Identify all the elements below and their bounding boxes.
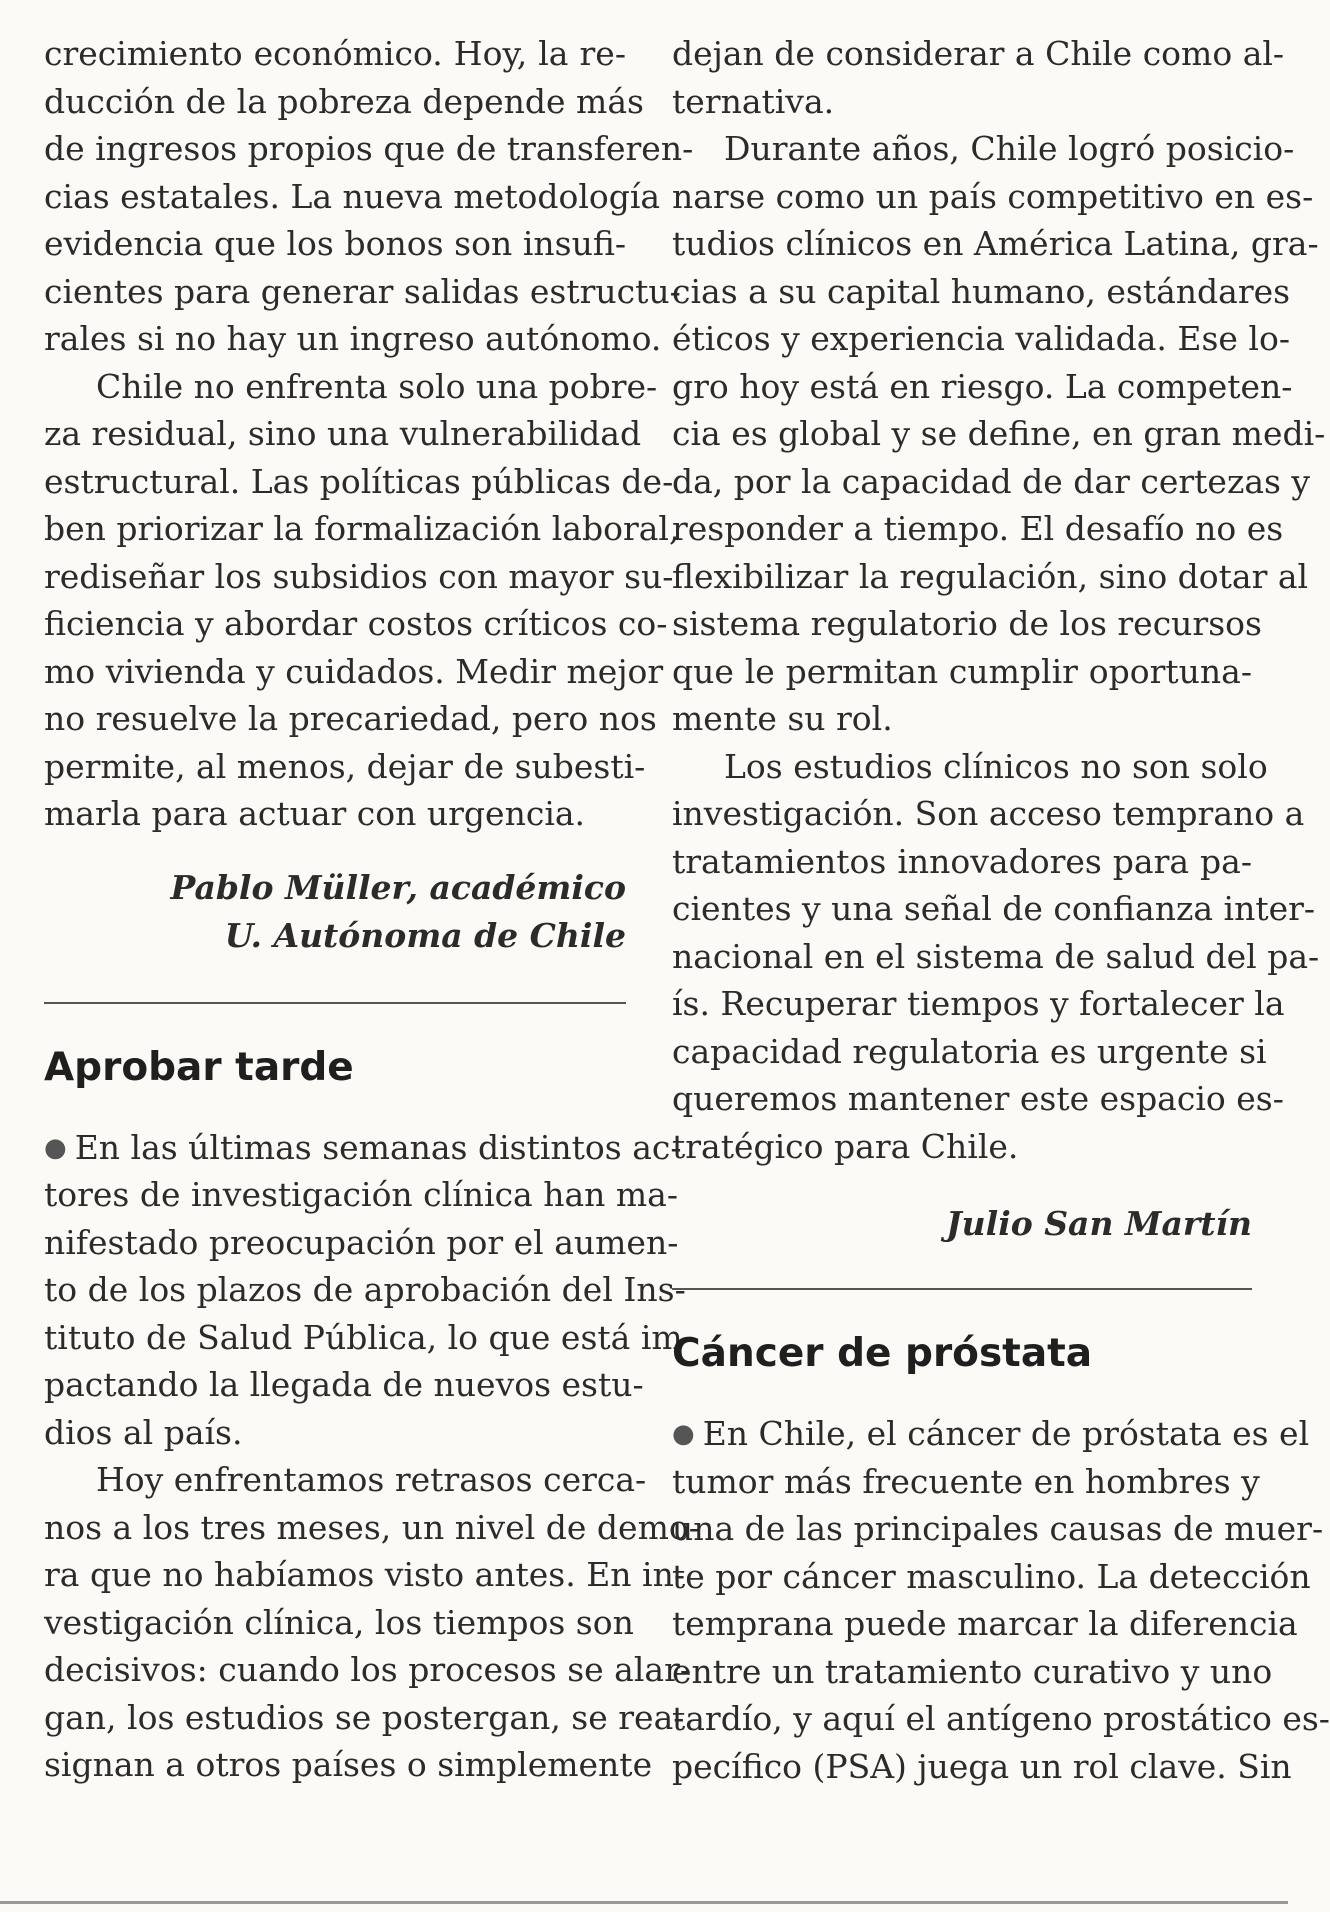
text-line: ficiencia y abordar costos críticos co-	[44, 604, 668, 643]
author-signature: Pablo Müller, académico	[170, 867, 626, 907]
text-line: cia es global y se define, en gran medi-	[672, 414, 1326, 453]
text-line: tratamientos innovadores para pa-	[672, 841, 1252, 881]
text-line: entre un tratamiento curativo y uno	[672, 1651, 1273, 1691]
text-line: una de las principales causas de muer-	[672, 1509, 1324, 1548]
text-line: ternativa.	[672, 81, 835, 121]
text-line: to de los plazos de aprobación del Ins-	[44, 1270, 686, 1309]
text-line: gro hoy está en riesgo. La competen-	[672, 366, 1293, 406]
left-column	[44, 30, 700, 1789]
text-line: pecífico (PSA) juega un rol clave. Sin	[672, 1746, 1292, 1786]
article-heading: Aprobar tarde	[44, 1044, 354, 1090]
left-paragraph-4	[44, 1456, 700, 1789]
text-line: nacional en el sistema de salud del pa-	[672, 936, 1320, 976]
text-line: dios al país.	[44, 1412, 243, 1452]
text-line: ís. Recuperar tiempos y fortalecer la	[672, 984, 1285, 1023]
text-line: te por cáncer masculino. La detección	[672, 1556, 1311, 1596]
left-paragraph-1	[44, 30, 694, 363]
left-paragraph-3	[44, 1124, 694, 1457]
text-line: za residual, sino una vulnerabilidad	[44, 414, 642, 453]
text-line: tudios clínicos en América Latina, gra-	[672, 224, 1319, 263]
bullet-icon: ●	[44, 1132, 67, 1163]
text-line: cientes y una señal de confianza inter-	[672, 889, 1316, 928]
right-paragraph-3	[672, 743, 1320, 1171]
text-line: queremos mantener este espacio es-	[672, 1079, 1284, 1118]
text-line: vestigación clínica, los tiempos son	[44, 1602, 634, 1642]
right-column	[672, 30, 1330, 1790]
left-paragraph-2	[44, 363, 680, 838]
text-line: tratégico para Chile.	[672, 1126, 1019, 1166]
text-line: ben priorizar la formalización laboral,	[44, 509, 680, 548]
text-line: ● En las últimas semanas distintos ac-	[44, 1127, 682, 1167]
right-paragraph-4	[672, 1410, 1330, 1790]
text-line: temprana puede marcar la diferencia	[672, 1604, 1298, 1643]
text-line: ducción de la pobreza depende más	[44, 81, 644, 121]
text-line: da, por la capacidad de dar certezas y	[672, 461, 1311, 501]
text-line: permite, al menos, dejar de subesti-	[44, 746, 646, 786]
text-line: investigación. Son acceso temprano a	[672, 794, 1305, 833]
text-line: nifestado preocupación por el aumen-	[44, 1222, 679, 1262]
text-line: narse como un país competitivo en es-	[672, 176, 1314, 216]
text-line: rales si no hay un ingreso autónomo.	[44, 319, 662, 358]
text-line: signan a otros países o simplemente	[44, 1745, 653, 1784]
text-line: tumor más frecuente en hombres y	[672, 1461, 1260, 1501]
text-line: mo vivienda y cuidados. Medir mejor	[44, 651, 664, 691]
text-line: nos a los tres meses, un nivel de demo-	[44, 1507, 700, 1547]
text-line: cias a su capital humano, estándares	[672, 271, 1291, 311]
text-line: éticos y experiencia validada. Ese lo-	[672, 319, 1290, 358]
text-line: gan, los estudios se postergan, se rea-	[44, 1697, 685, 1737]
text-line: ra que no habíamos visto antes. En in-	[44, 1555, 685, 1594]
author-affiliation: U. Autónoma de Chile	[224, 915, 626, 955]
text-line: Chile no enfrenta solo una pobre-	[96, 366, 658, 406]
text-line: estructural. Las políticas públicas de-	[44, 461, 674, 501]
text-line: tituto de Salud Pública, lo que está im-	[44, 1317, 694, 1357]
text-line: crecimiento económico. Hoy, la re-	[44, 34, 626, 73]
text-line: cientes para generar salidas estructu-	[44, 271, 681, 311]
right-paragraph-1	[672, 30, 1285, 125]
page-bottom-rule	[0, 1901, 1288, 1904]
text-line: Los estudios clínicos no son solo	[724, 746, 1268, 786]
text-line: mente su rol.	[672, 699, 893, 738]
text-line: rediseñar los subsidios con mayor su-	[44, 556, 674, 596]
text-line: Hoy enfrentamos retrasos cerca-	[96, 1460, 647, 1499]
text-line: sistema regulatorio de los recursos	[672, 604, 1262, 643]
text-line: marla para actuar con urgencia.	[44, 794, 586, 833]
text-line: capacidad regulatoria es urgente si	[672, 1031, 1267, 1071]
text-line: no resuelve la precariedad, pero nos	[44, 699, 657, 738]
text-line: dejan de considerar a Chile como al-	[672, 34, 1285, 73]
text-line: decisivos: cuando los procesos se alar-	[44, 1650, 692, 1689]
text-line: de ingresos propios que de transferen-	[44, 129, 694, 168]
text-line: Durante años, Chile logró posicio-	[724, 129, 1295, 168]
text-line: evidencia que los bonos son insufi-	[44, 224, 626, 263]
text-line: cias estatales. La nueva metodología	[44, 176, 661, 216]
text-line: responder a tiempo. El desafío no es	[672, 509, 1284, 548]
text-line: pactando la llegada de nuevos estu-	[44, 1365, 644, 1404]
text-line: tardío, y aquí el antígeno prostático es-	[672, 1699, 1330, 1738]
right-paragraph-2	[672, 125, 1326, 743]
text-line: ● En Chile, el cáncer de próstata es el	[672, 1414, 1310, 1453]
text-line: flexibilizar la regulación, sino dotar al	[672, 556, 1309, 596]
text-line: que le permitan cumplir oportuna-	[672, 651, 1252, 691]
text-line: tores de investigación clínica han ma-	[44, 1175, 679, 1214]
article-heading: Cáncer de próstata	[672, 1331, 1093, 1376]
bullet-icon: ●	[672, 1419, 695, 1449]
author-signature: Julio San Martín	[946, 1204, 1252, 1243]
